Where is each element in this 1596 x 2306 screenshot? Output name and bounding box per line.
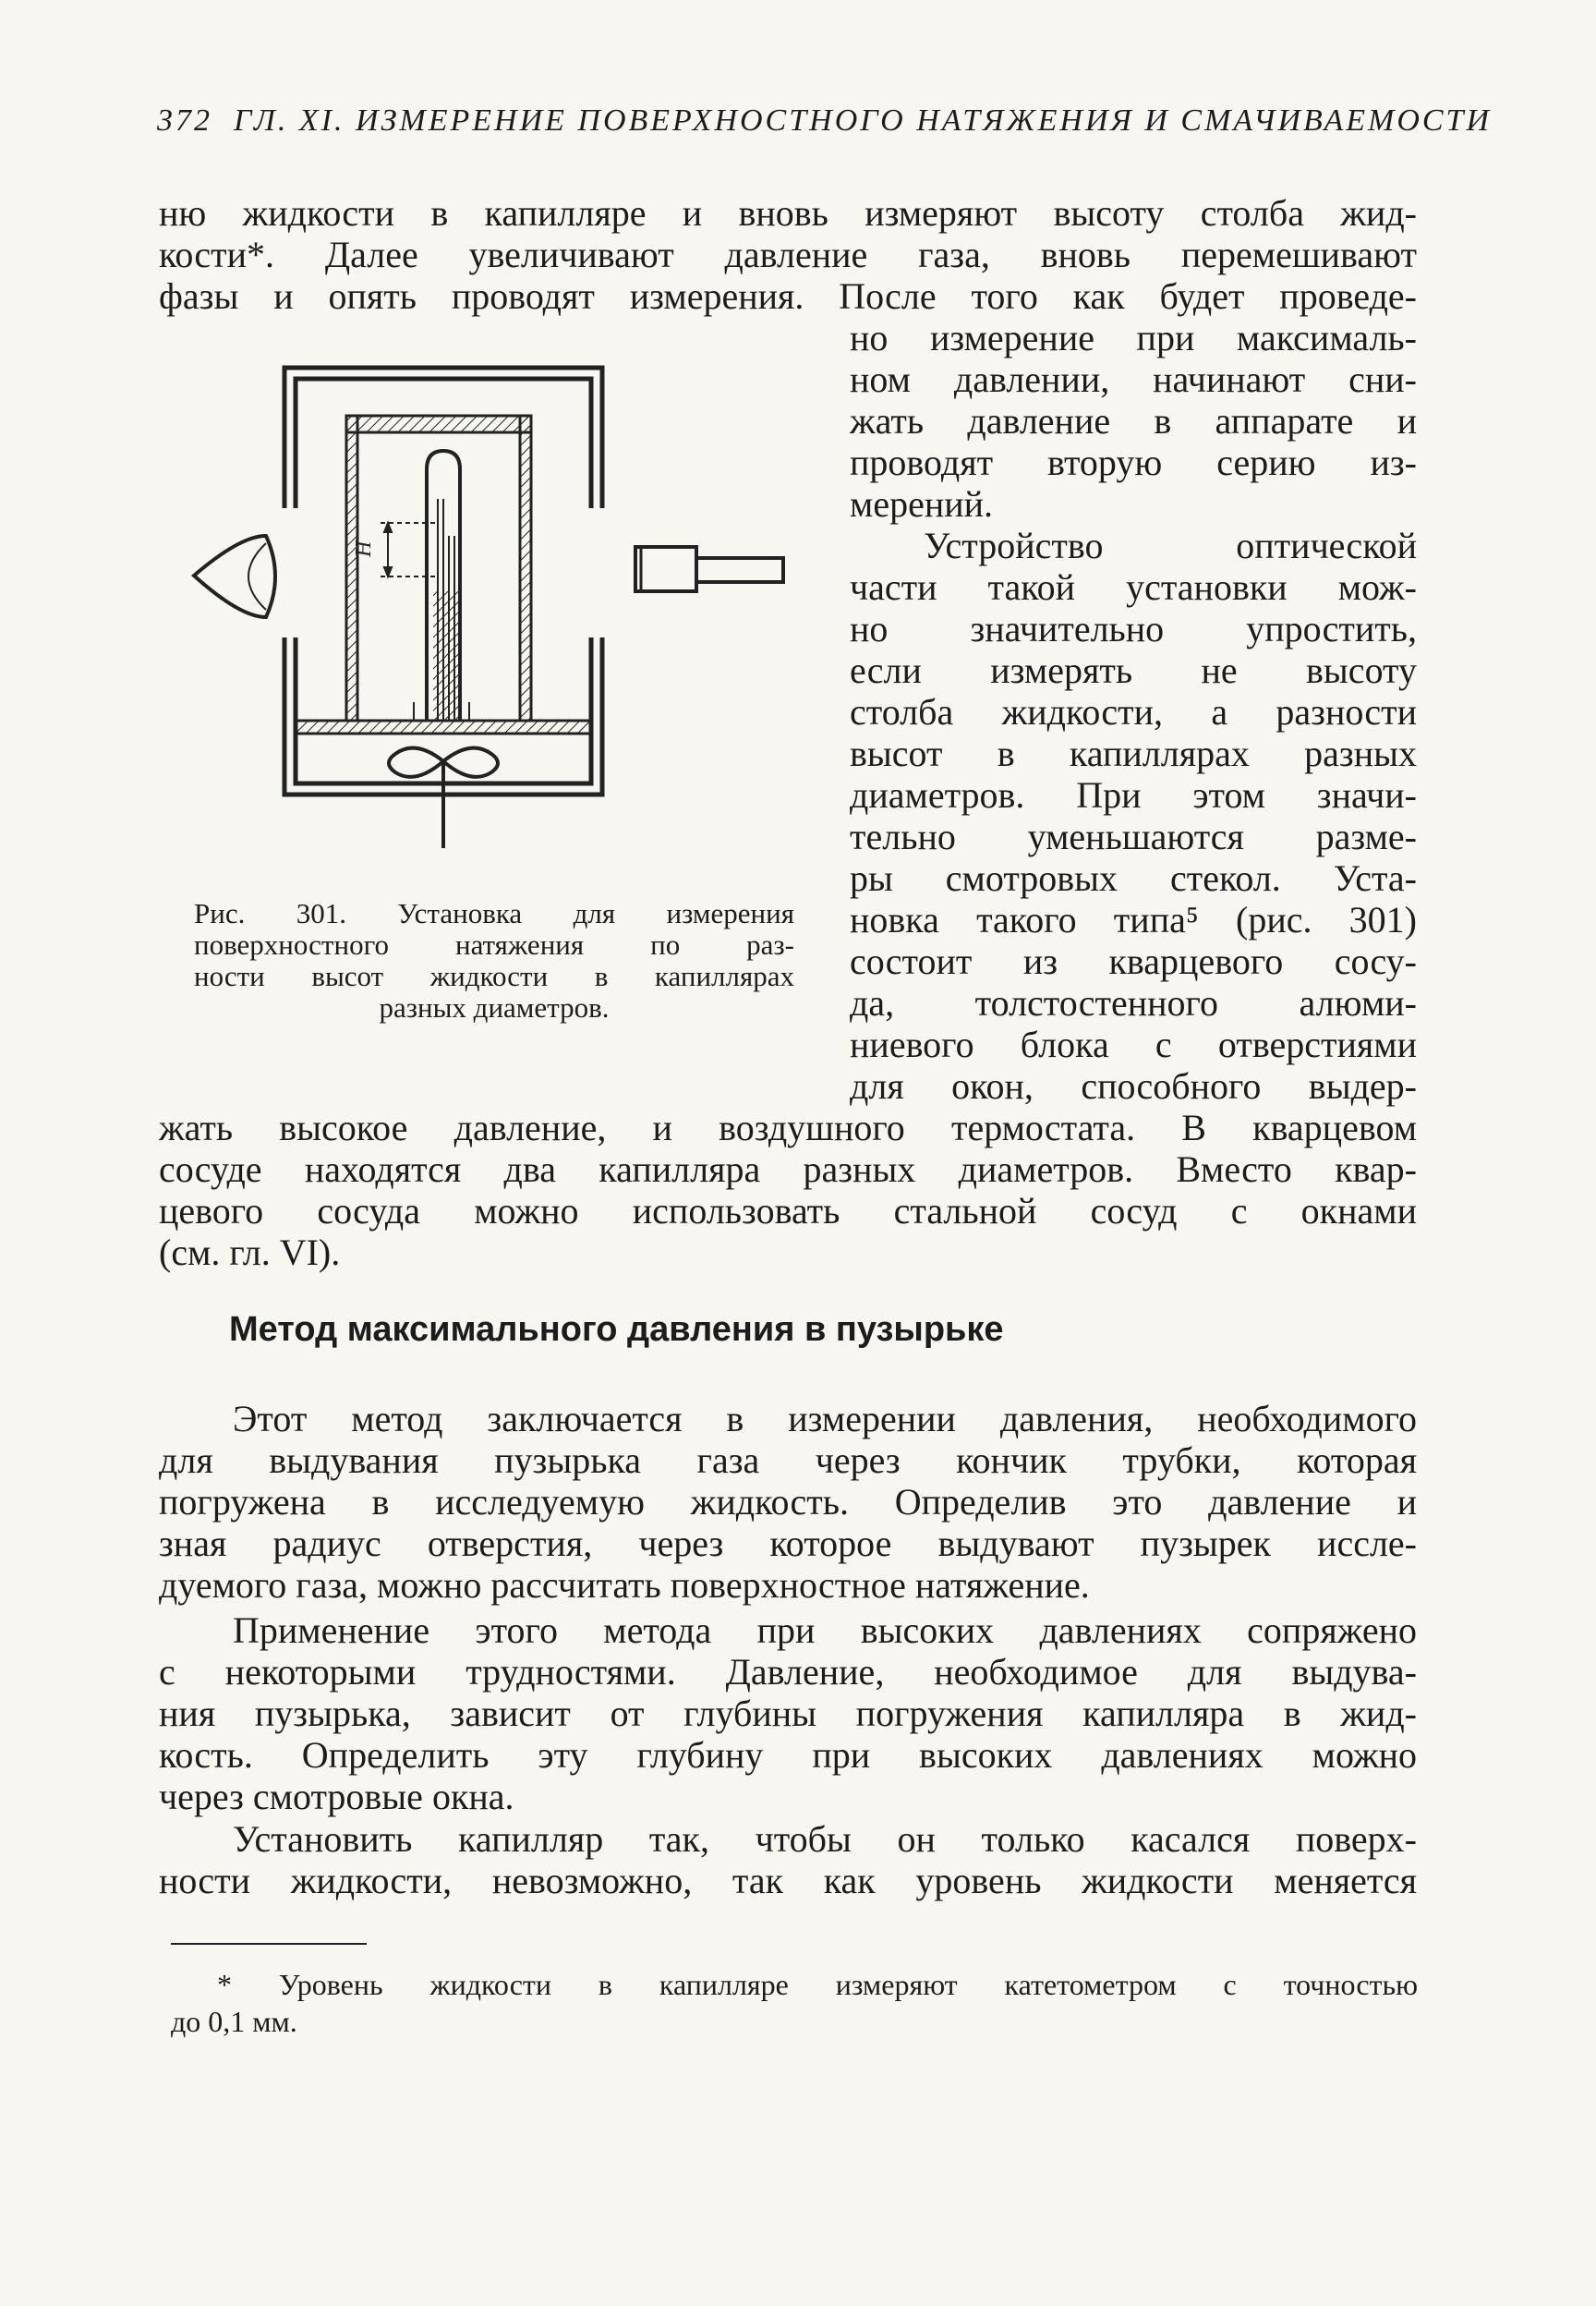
text-line: Этот метод заключается в измерении давления, необходимого xyxy=(233,1398,1417,1439)
text-line: сосуде находятся два капилляра разных диаметров. Вместо квар- xyxy=(159,1148,1417,1190)
page-number: 372 xyxy=(157,103,212,138)
text-line: столба жидкости, а разности xyxy=(850,691,1417,733)
footnote-line: * Уровень жидкости в капилляре измеряют катетометром с точностью xyxy=(217,1968,1418,2001)
footnote-divider xyxy=(171,1943,367,1945)
text-line: зная радиус отверстия, через которое выдувают пузырек иссле- xyxy=(159,1523,1417,1564)
text-line: цевого сосуда можно использовать стальной сосуд с окнами xyxy=(159,1190,1417,1232)
text-line: ню жидкости в капилляре и вновь измеряют высоту столба жид- xyxy=(159,192,1417,234)
label-h: H xyxy=(352,540,376,557)
text-line: кость. Определить эту глубину при высоких давлениях можно xyxy=(159,1734,1417,1776)
running-title: ГЛ. XI. ИЗМЕРЕНИЕ ПОВЕРХНОСТНОГО НАТЯЖЕНИЯ И СМАЧИВАЕМОСТИ xyxy=(234,103,1493,138)
text-line: части такой установки мож- xyxy=(850,566,1417,608)
top-paragraph xyxy=(159,192,1417,317)
text-line: через смотровые окна. xyxy=(159,1776,514,1817)
side-column xyxy=(850,317,1417,1107)
footnote xyxy=(171,1966,1418,2040)
text-line: кости*. Далее увеличивают давление газа, вновь перемешивают xyxy=(159,234,1417,275)
text-line: (см. гл. VI). xyxy=(159,1232,341,1273)
stirrer xyxy=(389,748,498,848)
text-line: дуемого газа, можно рассчитать поверхностное натяжение. xyxy=(159,1564,1090,1606)
text-line: Установить капилляр так, чтобы он только касался поверх- xyxy=(233,1818,1417,1860)
section-paragraph-1 xyxy=(159,1398,1417,1606)
caption-line: поверхностного натяжения по раз- xyxy=(194,928,794,961)
text-line: высот в капиллярах разных xyxy=(850,733,1417,774)
apparatus-diagram xyxy=(175,351,822,868)
text-line: да, толстостенного алюми- xyxy=(850,982,1417,1024)
text-line: жать высокое давление, и воздушного термостата. В кварцевом xyxy=(159,1107,1417,1148)
text-line: проводят вторую серию из- xyxy=(850,442,1417,483)
text-line: погружена в исследуемую жидкость. Определив это давление и xyxy=(159,1481,1417,1523)
text-line: Применение этого метода при высоких давлениях сопряжено xyxy=(233,1609,1417,1651)
footnote-line: до 0,1 мм. xyxy=(171,2005,297,2038)
text-line: но значительно упростить, xyxy=(850,608,1417,649)
text-line: состоит из кварцевого сосу- xyxy=(850,941,1417,982)
light-source xyxy=(635,547,783,591)
text-line: диаметров. При этом значи- xyxy=(850,774,1417,816)
figure-apparatus xyxy=(175,351,822,868)
section-paragraph-2 xyxy=(159,1609,1417,1817)
running-head xyxy=(157,103,1493,139)
figure-caption xyxy=(194,898,794,1024)
text-line: ры смотровых стекол. Уста- xyxy=(850,857,1417,899)
text-line: фазы и опять проводят измерения. После того как будет проведе- xyxy=(159,275,1417,317)
text-line: для окон, способного выдер- xyxy=(850,1065,1417,1107)
continuation-paragraph xyxy=(159,1107,1417,1273)
text-line: но измерение при максималь- xyxy=(850,317,1417,358)
text-line: жать давление в аппарате и xyxy=(850,400,1417,442)
text-line: ности жидкости, невозможно, так как уровень жидкости меняется xyxy=(159,1860,1417,1901)
text-line: Устройство оптической xyxy=(924,525,1417,566)
caption-line: разных диаметров. xyxy=(379,991,610,1024)
section-paragraph-3 xyxy=(159,1818,1417,1901)
text-line: для выдувания пузырька газа через кончик трубки, которая xyxy=(159,1439,1417,1481)
caption-line: Рис. 301. Установка для измерения xyxy=(194,897,794,929)
text-line: мерений. xyxy=(850,483,994,525)
section-heading: Метод максимального давления в пузырьке xyxy=(229,1310,1004,1349)
text-line: ниевого блока с отверстиями xyxy=(850,1024,1417,1065)
caption-line: ности высот жидкости в капиллярах xyxy=(194,960,794,992)
text-line: ния пузырька, зависит от глубины погружения капилляра в жид- xyxy=(159,1693,1417,1734)
eye-icon xyxy=(194,536,275,617)
text-line: тельно уменьшаются разме- xyxy=(850,816,1417,857)
text-line: если измерять не высоту xyxy=(850,649,1417,691)
text-line: новка такого типа⁵ (рис. 301) xyxy=(850,899,1417,941)
text-line: с некоторыми трудностями. Давление, необходимое для выдува- xyxy=(159,1651,1417,1693)
text-line: ном давлении, начинают сни- xyxy=(850,358,1417,400)
